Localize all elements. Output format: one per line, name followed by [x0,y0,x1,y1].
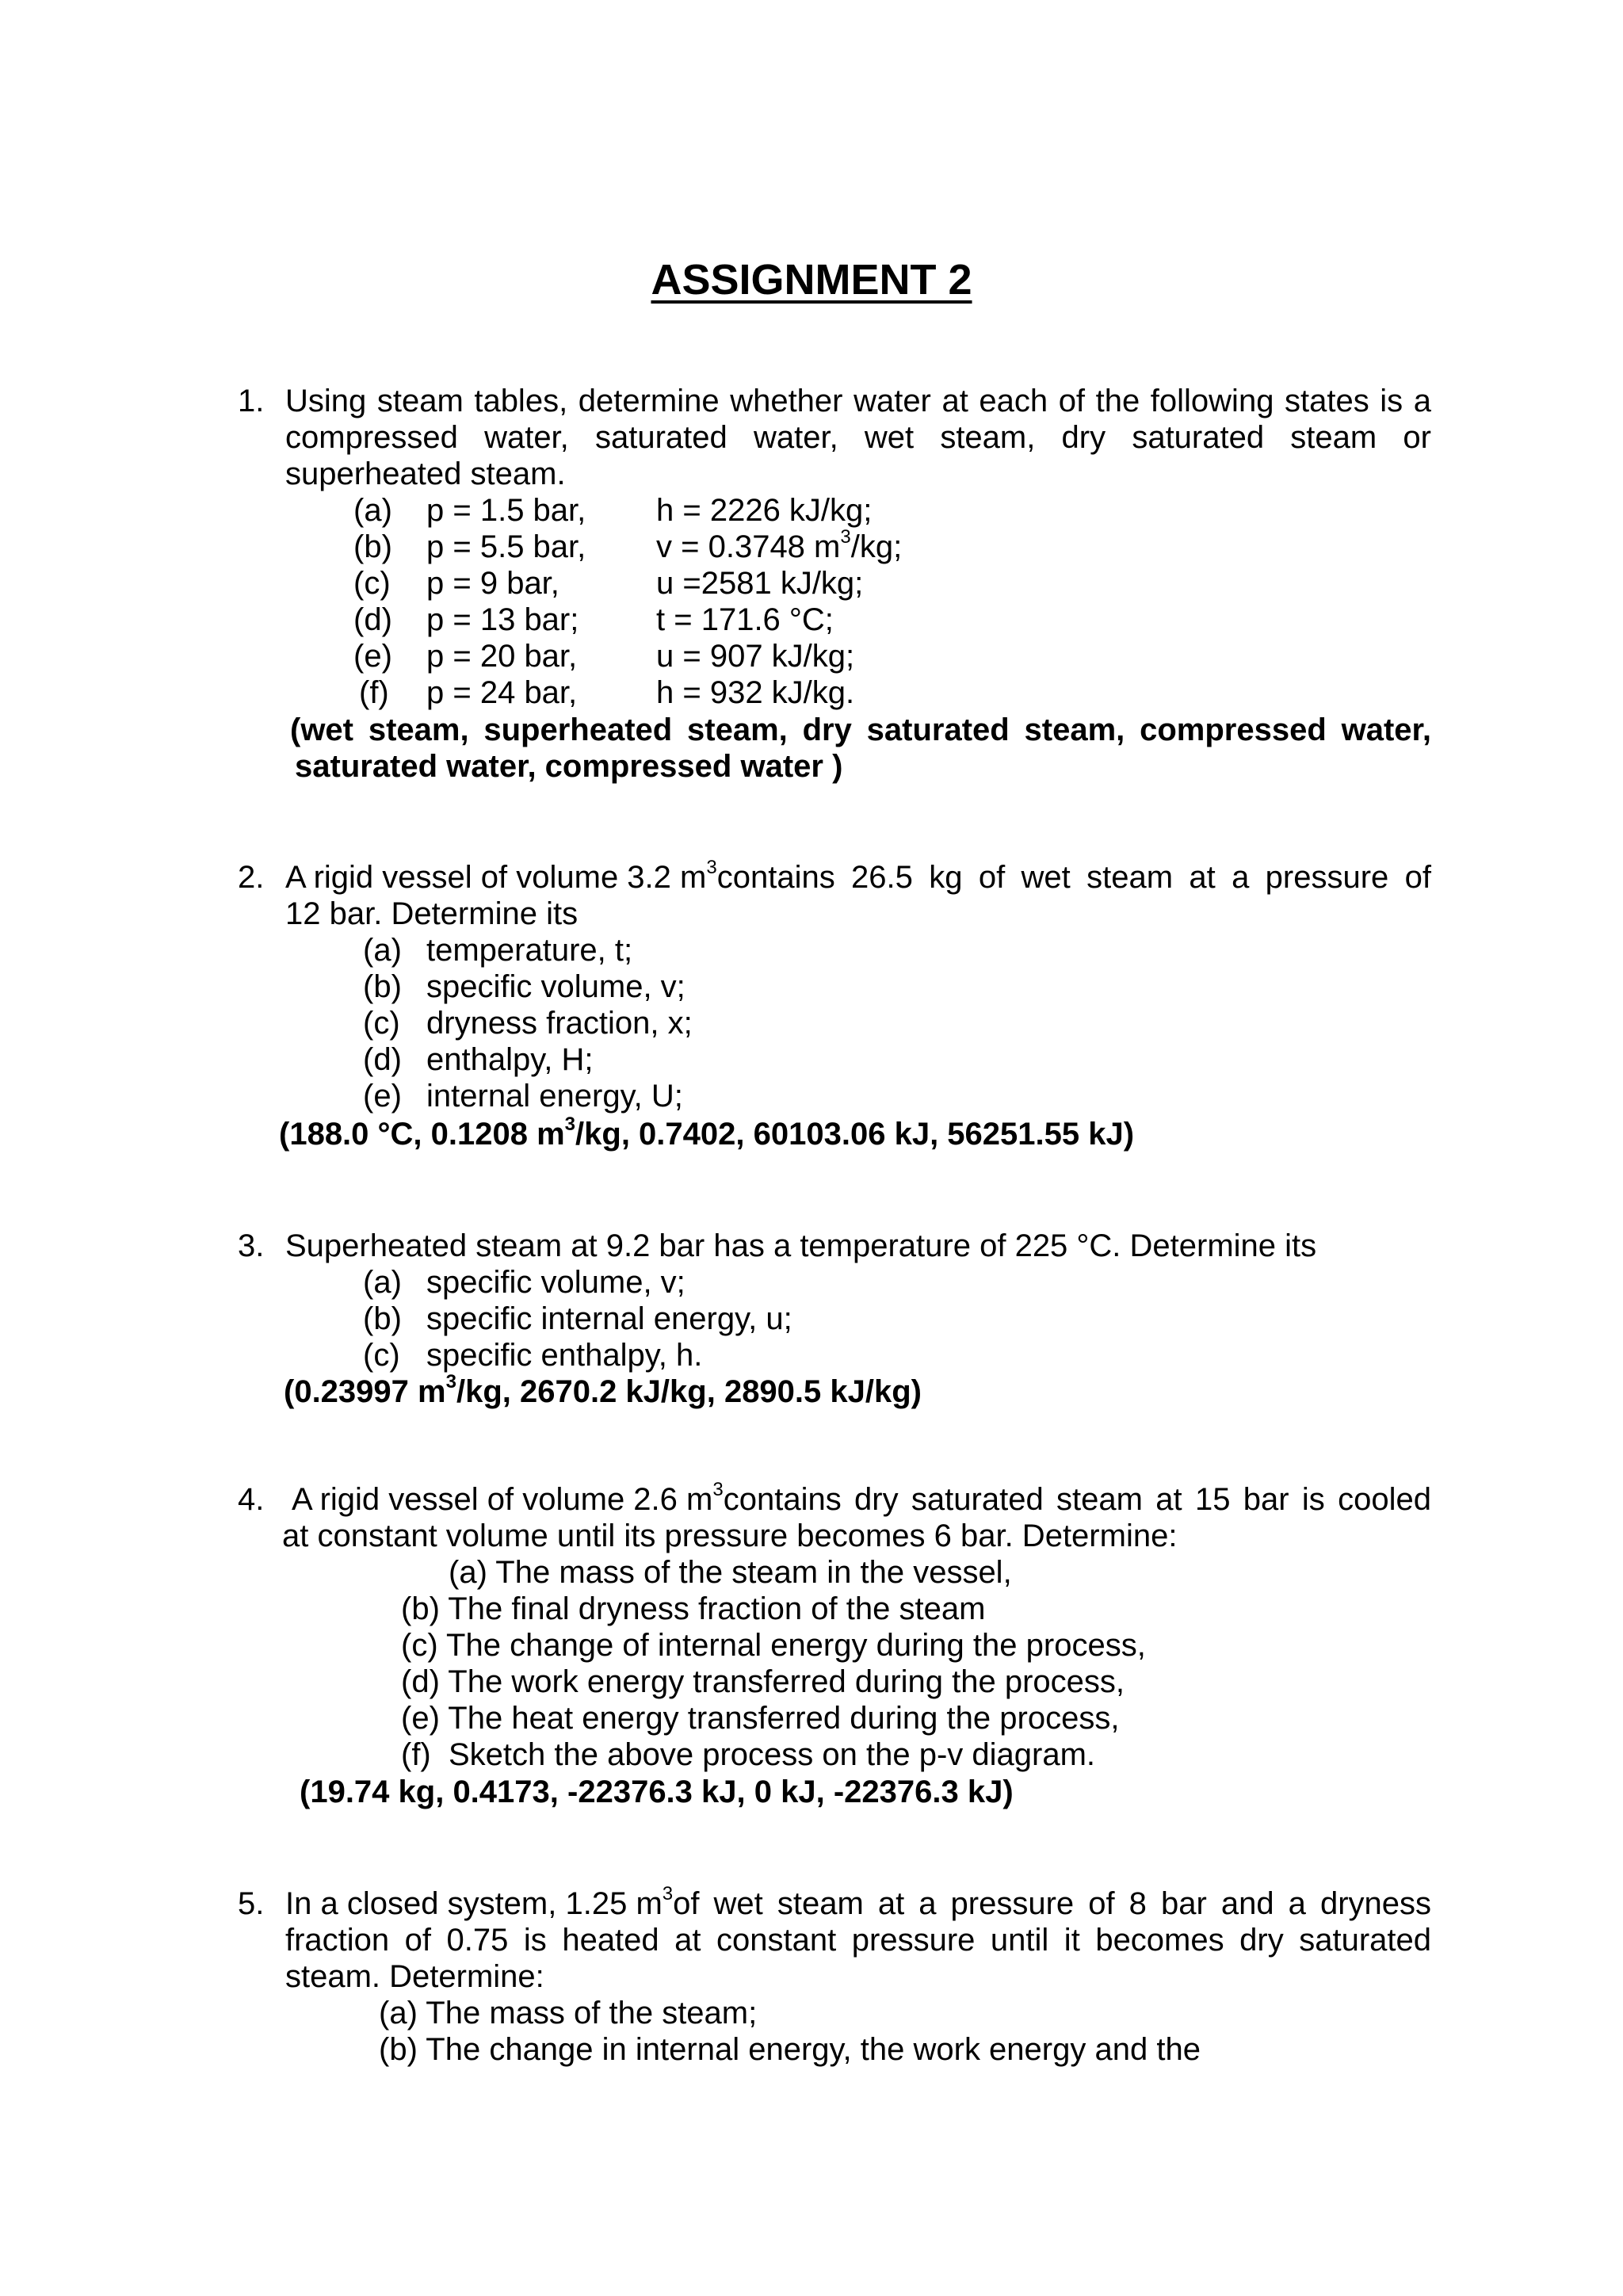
item-text: dryness fraction, x; [426,1006,693,1041]
item-property: u = 907 kJ/kg; [656,639,855,674]
answer-line: (wet steam, superheated steam, dry saturated steam, compressed water, [290,712,1431,747]
item-pressure: p = 24 bar, [426,675,578,710]
item-text: specific volume, v; [426,1265,685,1300]
item-pressure: p = 20 bar, [426,639,578,674]
item-label: (e) [363,1079,402,1114]
page-title: ASSIGNMENT 2 [651,256,972,304]
item-label: (e) [353,639,392,674]
item-property: h = 2226 kJ/kg; [656,493,873,528]
item-pressure: p = 5.5 bar, [426,529,586,564]
item-label: (b) [353,529,392,564]
item-label: (b) [363,1301,402,1336]
list-item: (b) The change in internal energy, the work energy and the [379,2032,1201,2067]
question-text-line: superheated steam. [285,457,566,491]
item-text: specific internal energy, u; [426,1301,792,1336]
list-item: (a) The mass of the steam; [379,1996,758,2030]
question-text-line: Using steam tables, determine whether water at each of the following states is a [285,384,1431,418]
item-property: h = 932 kJ/kg. [656,675,855,710]
item-label: (d) [363,1042,402,1077]
item-label: (c) [353,566,391,601]
question-text-line: steam. Determine: [285,1959,544,1994]
item-label: (c) [363,1006,400,1041]
question-text-line: at constant volume until its pressure becomes 6 bar. Determine: [282,1519,1178,1553]
item-property: v = 0.3748 $m^3/kg$; [656,525,903,564]
question-text-line: In a closed system, 1.25 $m^3$ of wet steam at a pressure of 8 bar and a dryness [285,1882,1431,1921]
list-item: (f) Sketch the above process on the p-v diagram. [401,1737,1095,1772]
answer-line: (188.0 °C, 0.1208 $m^3/kg$, 0.7402, 60103.06 kJ, 56251.55 kJ) [279,1113,1135,1152]
list-item: (d) The work energy transferred during the process, [401,1664,1125,1699]
item-label: (d) [353,602,392,637]
question-number: 4. [238,1482,265,1517]
item-pressure: p = 13 bar; [426,602,579,637]
item-label: (a) [353,493,392,528]
item-text: specific enthalpy, h. [426,1338,703,1373]
question-number: 3. [238,1228,265,1263]
item-pressure: p = 9 bar, [426,566,559,601]
question-number: 1. [238,384,265,418]
question-number: 2. [238,860,265,895]
answer-line: (0.23997 $m^3/kg$, 2670.2 kJ/kg, 2890.5 kJ/kg) [284,1370,922,1409]
question-text-line: Superheated steam at 9.2 bar has a temperature of 225 °C. Determine its [285,1228,1317,1263]
list-item: (c) The change of internal energy during the process, [401,1628,1146,1663]
item-property: t = 171.6 °C; [656,602,834,637]
answer-line: (19.74 kg, 0.4173, -22376.3 kJ, 0 kJ, -22376.3 kJ) [300,1775,1014,1809]
list-item: (e) The heat energy transferred during the process, [401,1701,1120,1736]
item-label: (a) [363,933,402,968]
question-text-line: A rigid vessel of volume 3.2 $m^3$ contains 26.5 kg of wet steam at a pressure of [285,856,1431,895]
item-pressure: p = 1.5 bar, [426,493,586,528]
item-text: internal energy, U; [426,1079,683,1114]
item-label: (f) [359,675,389,710]
question-number: 5. [238,1886,265,1921]
list-item: (b) The final dryness fraction of the steam [401,1591,986,1626]
item-text: enthalpy, H; [426,1042,594,1077]
item-text: specific volume, v; [426,969,685,1004]
item-text: temperature, t; [426,933,633,968]
question-text-line: fraction of 0.75 is heated at constant pressure until it becomes dry saturated [285,1923,1431,1958]
question-text-line: A rigid vessel of volume 2.6 $m^3$ contains dry saturated steam at 15 bar is cooled [292,1478,1431,1517]
list-item: (a) The mass of the steam in the vessel, [449,1555,1012,1590]
item-label: (c) [363,1338,400,1373]
item-label: (b) [363,969,402,1004]
item-label: (a) [363,1265,402,1300]
question-text-line: 12 bar. Determine its [285,896,579,931]
answer-line: saturated water, compressed water ) [295,749,843,784]
item-property: u =2581 kJ/kg; [656,566,864,601]
question-text-line: compressed water, saturated water, wet steam, dry saturated steam or [285,420,1431,455]
